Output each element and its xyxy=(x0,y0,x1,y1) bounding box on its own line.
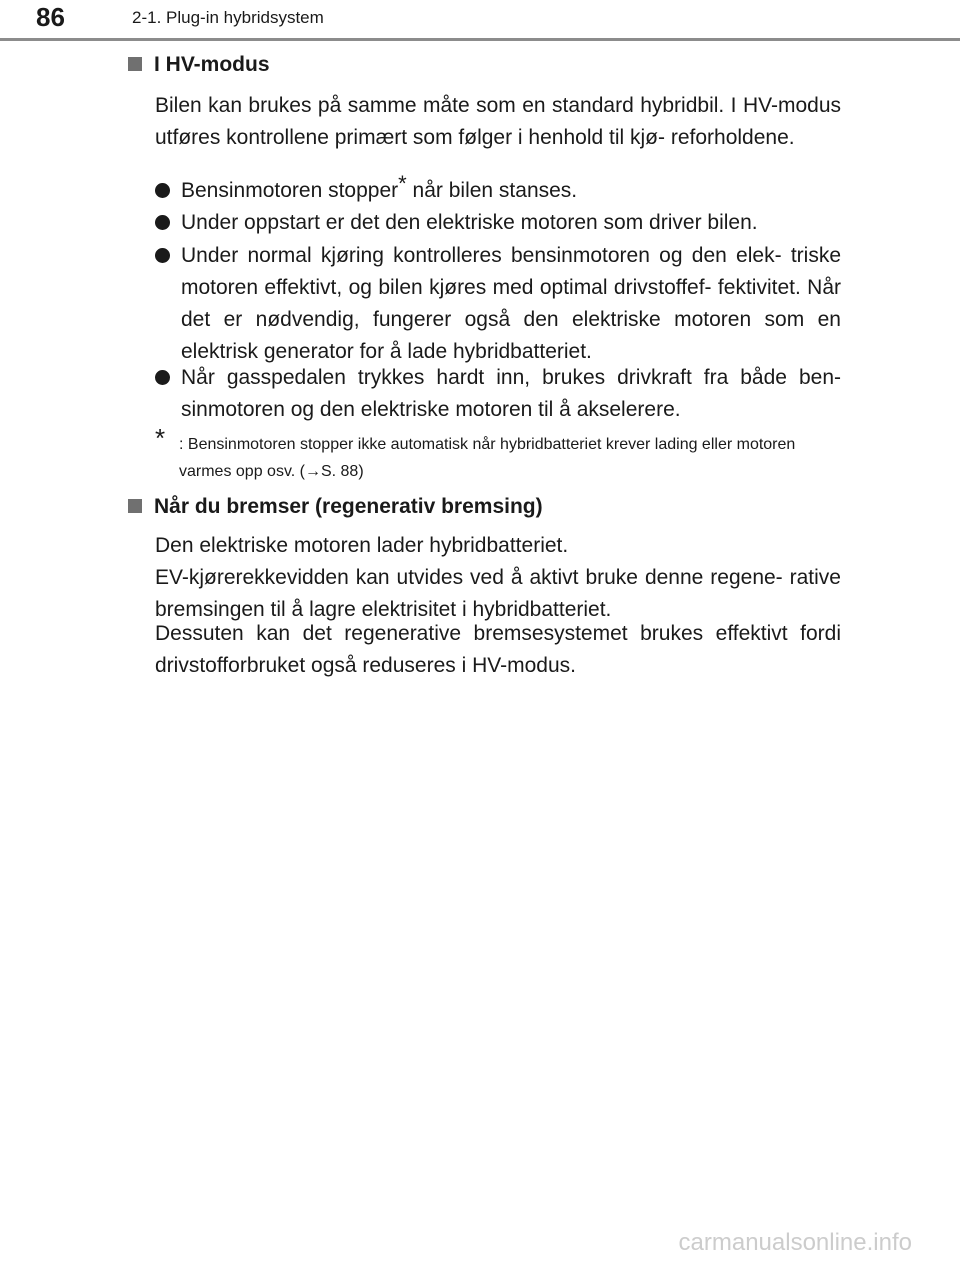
page-header xyxy=(0,0,960,40)
square-bullet-icon xyxy=(128,499,142,513)
bullet-dot-icon xyxy=(155,215,170,230)
bullet-dot-icon xyxy=(155,248,170,263)
list-item: Under oppstart er det den elektriske motoren som driver bilen. xyxy=(155,207,841,239)
bullet-dot-icon xyxy=(155,183,170,198)
intro-paragraph: Bilen kan brukes på samme måte som en standard hybridbil. I HV-modus utføres kontrollene primært som følger i henhold til kjø- reforholdene. xyxy=(155,94,841,149)
list-item: Bensinmotoren stopper* når bilen stanses. xyxy=(155,175,841,207)
footnote-asterisk: * xyxy=(155,423,166,453)
chapter-title: 2-1. Plug-in hybridsystem xyxy=(132,8,324,27)
braking-paragraph-2: EV-kjørerekkevidden kan utvides ved å aktivt bruke denne regene- rative bremsingen til å lagre elektrisitet i hybridbatteriet. xyxy=(155,566,841,621)
braking-paragraph-3: Dessuten kan det regenerative bremsesystemet brukes effektivt fordi drivstofforbruket også reduseres i HV-modus. xyxy=(155,622,841,677)
bullet-dot-icon xyxy=(155,370,170,385)
square-bullet-icon xyxy=(128,57,142,71)
section-title: I HV-modus xyxy=(154,53,270,76)
list-item: Når gasspedalen trykkes hardt inn, brukes drivkraft fra både ben- sinmotoren og den elektriske motoren til å akselerere. xyxy=(155,362,841,426)
list-item: Under normal kjøring kontrolleres bensinmotoren og den elek- triske motoren effektivt, og bilen kjøres med optimal drivstoffef- fektivitet. Når det er nødvendig, fungerer også den elektriske motoren som en elektrisk generator for å lade hybridbatteriet. xyxy=(155,240,841,368)
watermark: carmanualsonline.info xyxy=(678,1229,912,1256)
footnote: * : Bensinmotoren stopper ikke automatisk når hybridbatteriet krever lading eller motoren varmes opp osv. (→S. 88) xyxy=(155,423,796,480)
section-title: Når du bremser (regenerativ bremsing) xyxy=(154,495,543,518)
section-heading-regenerative-braking xyxy=(128,495,543,519)
section-heading-hv-mode xyxy=(128,53,270,77)
header-divider xyxy=(0,38,960,41)
page-number: 86 xyxy=(36,2,65,32)
braking-paragraph-1: Den elektriske motoren lader hybridbatteriet. xyxy=(155,534,569,557)
asterisk-mark: * xyxy=(398,171,407,196)
